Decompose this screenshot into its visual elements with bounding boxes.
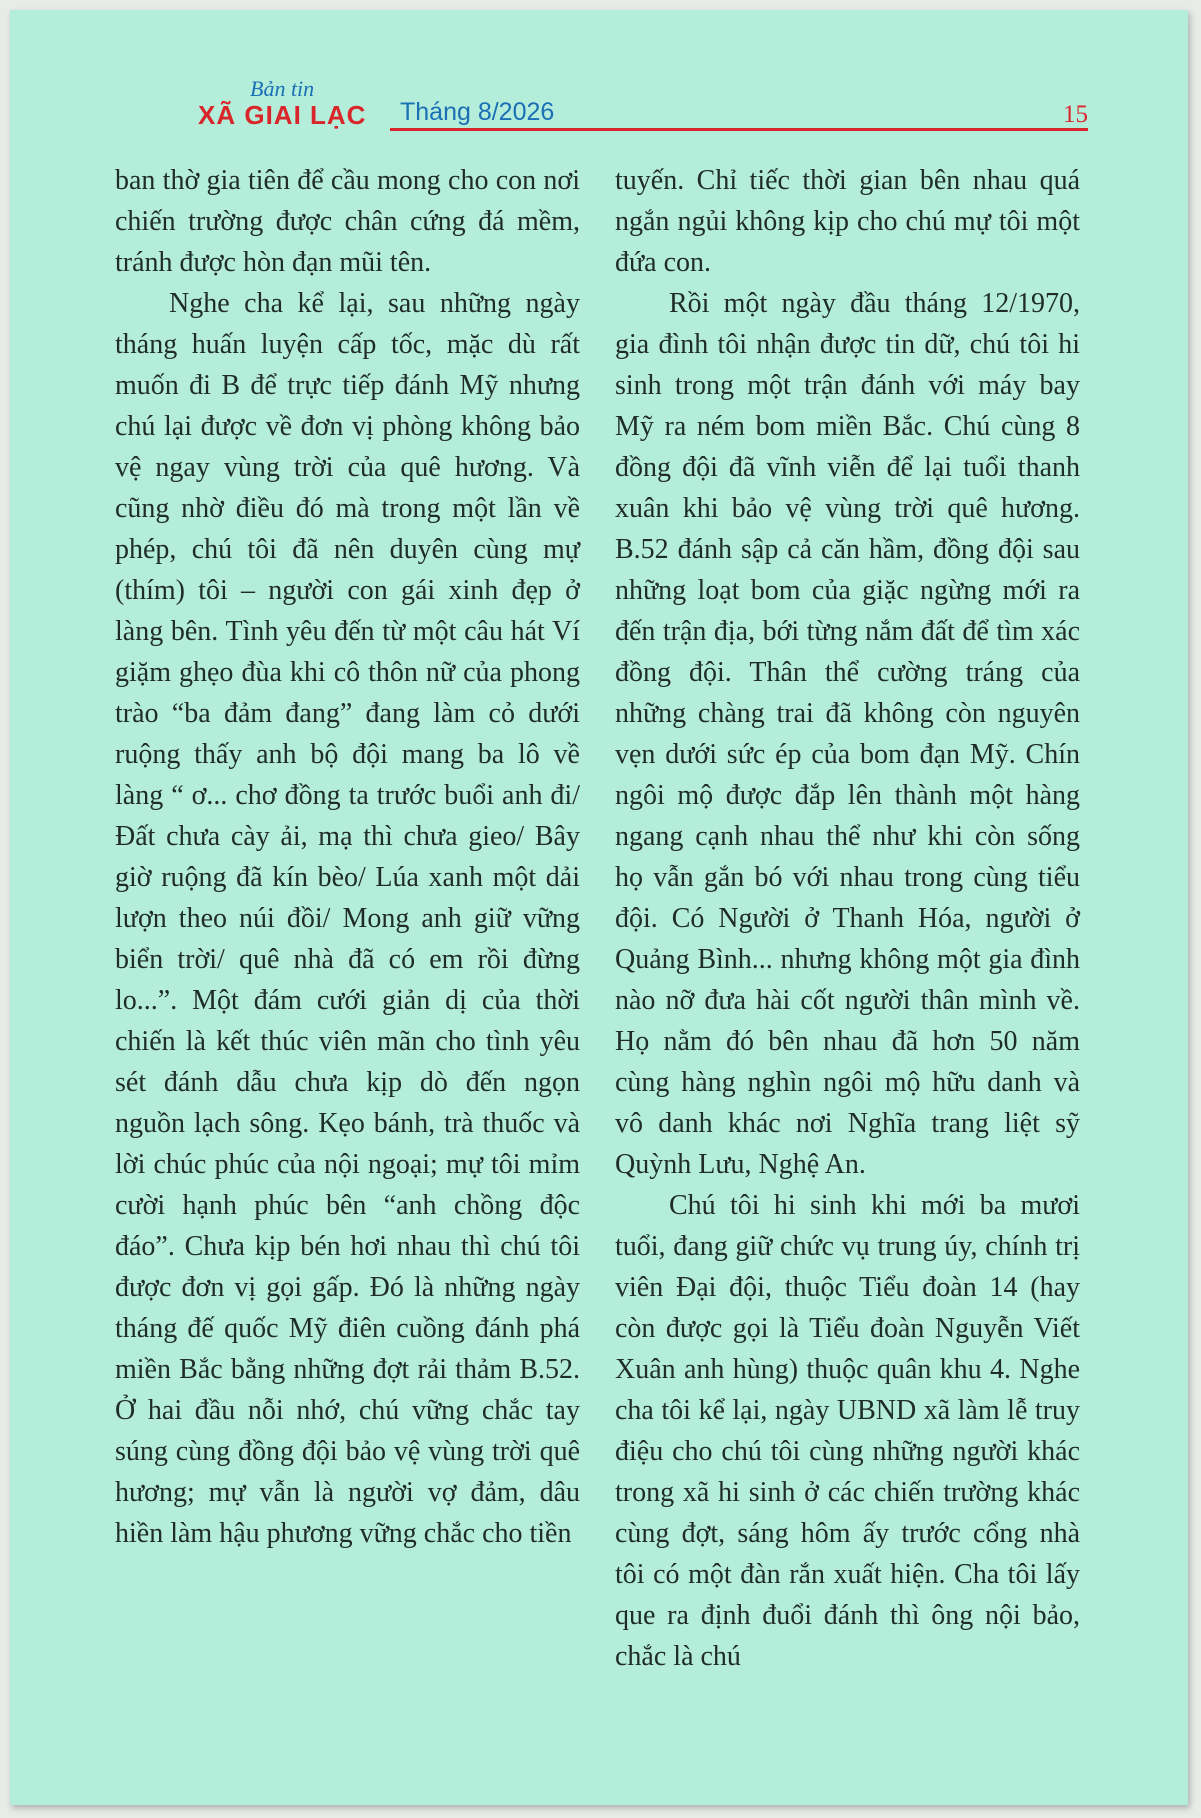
paragraph: Nghe cha kể lại, sau những ngày tháng huấn luyện cấp tốc, mặc dù rất muốn đi B để trực tiếp đánh Mỹ nhưng chú lại được về đơn vị phòng không bảo vệ ngay vùng trời của quê hương. Và cũng nhờ điều đó mà trong một lần về phép, chú tôi đã nên duyên cùng mự (thím) tôi – người con gái xinh đẹp ở làng bên. Tình yêu đến từ một câu hát Ví giặm ghẹo đùa khi cô thôn nữ của phong trào “ba đảm đang” đang làm cỏ dưới ruộng thấy anh bộ đội mang ba lô về làng “ ơ... chơ đồng ta trước buổi anh đi/ Đất chưa cày ải, mạ thì chưa gieo/ Bây giờ ruộng đã kín bèo/ Lúa xanh một dải lượn theo núi đồi/ Mong anh giữ vững biển trời/ quê nhà đã có em rồi đừng lo...”. Một đám cưới giản dị của thời chiến là kết thúc viên mãn cho tình yêu sét đánh dẫu chưa kịp dò đến ngọn nguồn lạch sông. Kẹo bánh, trà thuốc và lời chúc phúc của nội ngoại; mự tôi mỉm cười hạnh phúc bên “anh chồng độc đáo”. Chưa kịp bén hơi nhau thì chú tôi được đơn vị gọi gấp. Đó là những ngày tháng đế quốc Mỹ điên cuồng đánh phá miền Bắc bằng những đợt rải thảm B.52. Ở hai đầu nỗi nhớ, chú vững chắc tay súng cùng đồng đội bảo vệ vùng trời quê hương; mự vẫn là người vợ đảm, dâu hiền làm hậu phương vững chắc cho tiền	[115, 288, 580, 1549]
masthead	[10, 10, 1188, 150]
ban-tin-label: Bản tin	[250, 76, 315, 101]
paragraph: Chú tôi hi sinh khi mới ba mươi tuổi, đang giữ chức vụ trung úy, chính trị viên Đại đội, thuộc Tiểu đoàn 14 (hay còn được gọi là Tiểu đoàn Nguyễn Viết Xuân anh hùng) thuộc quân khu 4. Nghe cha tôi kể lại, ngày UBND xã làm lễ truy điệu cho chú tôi cùng những người khác trong xã hi sinh ở các chiến trường khác cùng đợt, sáng hôm ấy trước cổng nhà tôi có một đàn rắn xuất hiện. Cha tôi lấy que ra định đuổi đánh thì ông nội bảo, chắc là chú	[615, 1190, 1080, 1672]
commune-name: XÃ GIAI LẠC	[198, 100, 367, 130]
paragraph: ban thờ gia tiên để cầu mong cho con nơi chiến trường được chân cứng đá mềm, tránh được hòn đạn mũi tên.	[115, 165, 580, 278]
issue-date: Tháng 8/2026	[400, 98, 555, 126]
paragraph: Rồi một ngày đầu tháng 12/1970, gia đình tôi nhận được tin dữ, chú tôi hi sinh trong một trận đánh với máy bay Mỹ ra ném bom miền Bắc. Chú cùng 8 đồng đội đã vĩnh viễn để lại tuổi thanh xuân khi bảo vệ vùng trời quê hương. B.52 đánh sập cả căn hầm, đồng đội sau những loạt bom của giặc ngừng mới ra đến trận địa, bới từng nắm đất để tìm xác đồng đội. Thân thể cường tráng của những chàng trai đã không còn nguyên vẹn dưới sức ép của bom đạn Mỹ. Chín ngôi mộ được đắp lên thành một hàng ngang cạnh nhau thể như khi còn sống họ vẫn gắn bó với nhau trong cùng tiểu đội. Có Người ở Thanh Hóa, người ở Quảng Bình... nhưng không một gia đình nào nỡ đưa hài cốt người thân mình về. Họ nằm đó bên nhau đã hơn 50 năm cùng hàng nghìn ngôi mộ hữu danh và vô danh khác nơi Nghĩa trang liệt sỹ Quỳnh Lưu, Nghệ An.	[615, 288, 1080, 1180]
page-number: 15	[1063, 101, 1088, 128]
left-column	[115, 160, 580, 1554]
right-column	[615, 160, 1080, 1677]
newsletter-page	[10, 10, 1188, 1805]
header-rule	[390, 128, 1088, 131]
paragraph: tuyến. Chỉ tiếc thời gian bên nhau quá ngắn ngủi không kịp cho chú mự tôi một đứa con.	[615, 165, 1080, 278]
